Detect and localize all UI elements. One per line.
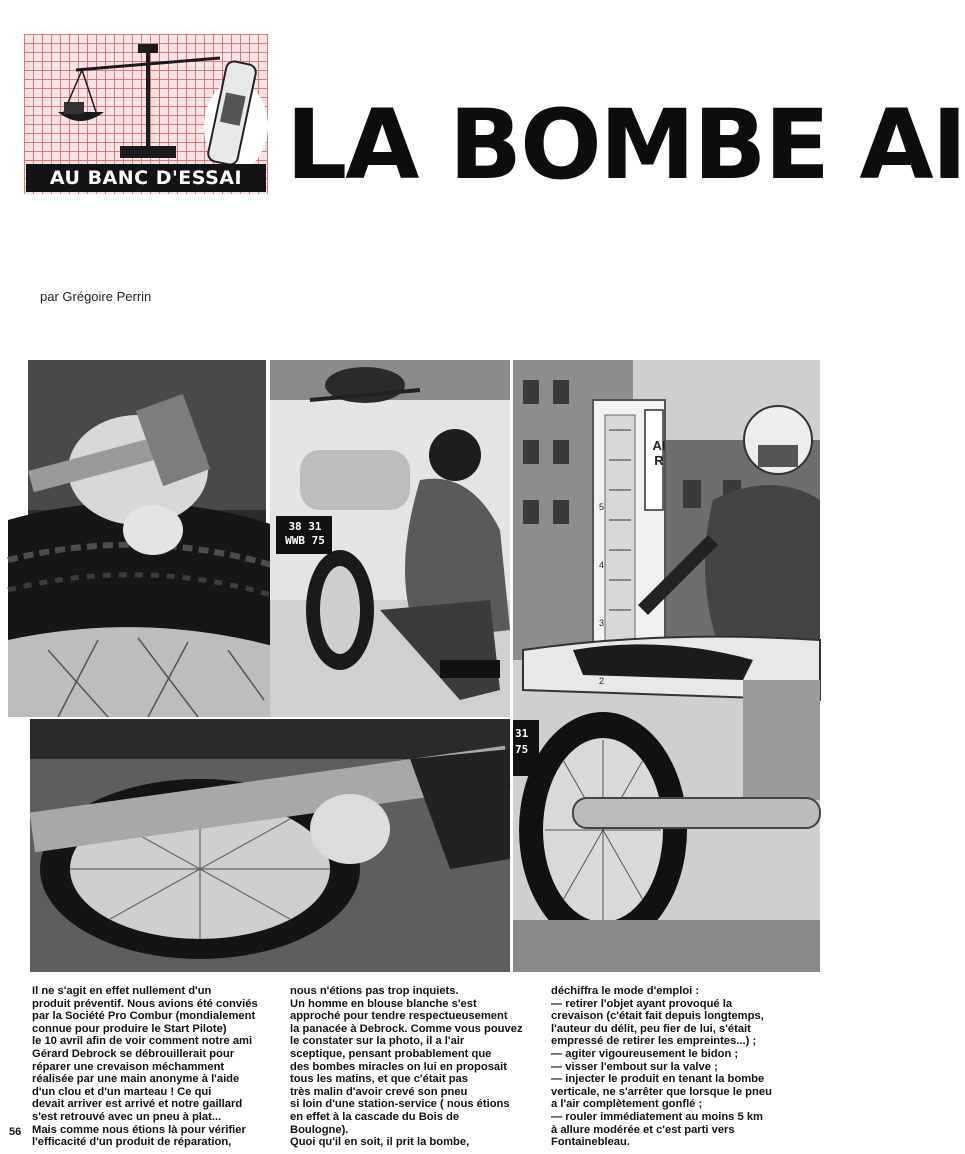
byline: par Grégoire Perrin	[40, 289, 152, 304]
gauge-tick-4: 4	[599, 560, 605, 570]
article-column-1: Il ne s'agit en effet nullement d'un produit préventif. Nous avions été conviés par la Société Pro Combur (mondialement connue pour produire le Start Pilote) le 10 avril afin de voir comment notre ami Gérard Debrock se débrouillerait pour réparer une crevaison méchamment réalisée par une main anonyme à l'aide d'un clou et d'un marteau ! Ce qui devait arriver est arrivé et notre gaillard s'est retrouvé avec un pneu à plat... Mais comme nous étions là pour vérifier l'efficacité d'un produit de réparation,	[32, 985, 258, 1149]
gauge-tick-2: 2	[599, 676, 605, 686]
page-number: 56	[9, 1126, 22, 1138]
license-plate-line-1: 38 31	[288, 520, 322, 533]
rear-license-plate-line-2: 75	[515, 743, 529, 756]
logo-banner-text: AU BANC D'ESSAI	[26, 164, 266, 192]
photo-man-kneeling-by-motorcycle	[270, 360, 510, 717]
headline-container	[0, 0, 965, 220]
photo-tire-hammer	[28, 360, 266, 717]
air-sign: AIR	[652, 438, 666, 468]
photo-rider-at-air-station	[513, 360, 820, 972]
gauge-tick-5: 5	[599, 502, 605, 512]
article-column-3: déchiffra le mode d'emploi : — retirer l'objet ayant provoqué la crevaison (c'était fait depuis longtemps, l'auteur du délit, peu fier de lui, s'était empressé de retirer les empreintes...) ; — agiter vigoureusement le bidon ; — visser l'embout sur la valve ; — injecter le produit en tenant la bombe verticale, ne s'arrêter que lorsque le pneu a l'air complètement gonflé ; — rouler immédiatement au moins 5 km à allure modérée et c'est parti vers Fontainebleau.	[551, 985, 772, 1149]
article-column-2: nous n'étions pas trop inquiets. Un homme en blouse blanche s'est approché pour tendre respectueusement la panacée à Debrock. Comme vous pouvez le constater sur la photo, il a l'air sceptique, pensant probablement que des bombes miracles on lui en proposait tous les matins, et que c'était pas très malin d'avoir crevé son pneu si loin d'une station-service ( nous étions en effet à la cascade du Bois de Boulogne). Quoi qu'il en soit, il prit la bombe,	[290, 985, 523, 1149]
rear-license-plate	[515, 726, 528, 758]
license-plate	[280, 520, 330, 548]
rear-license-plate-line-1: 31	[515, 727, 529, 740]
photo-wheel-closeup	[30, 719, 510, 972]
license-plate-line-2: WWB 75	[285, 534, 325, 547]
pressure-gauge-scale	[599, 478, 604, 710]
gauge-tick-3: 3	[599, 618, 605, 628]
article-headline: LA BOMBE AI	[286, 89, 965, 201]
